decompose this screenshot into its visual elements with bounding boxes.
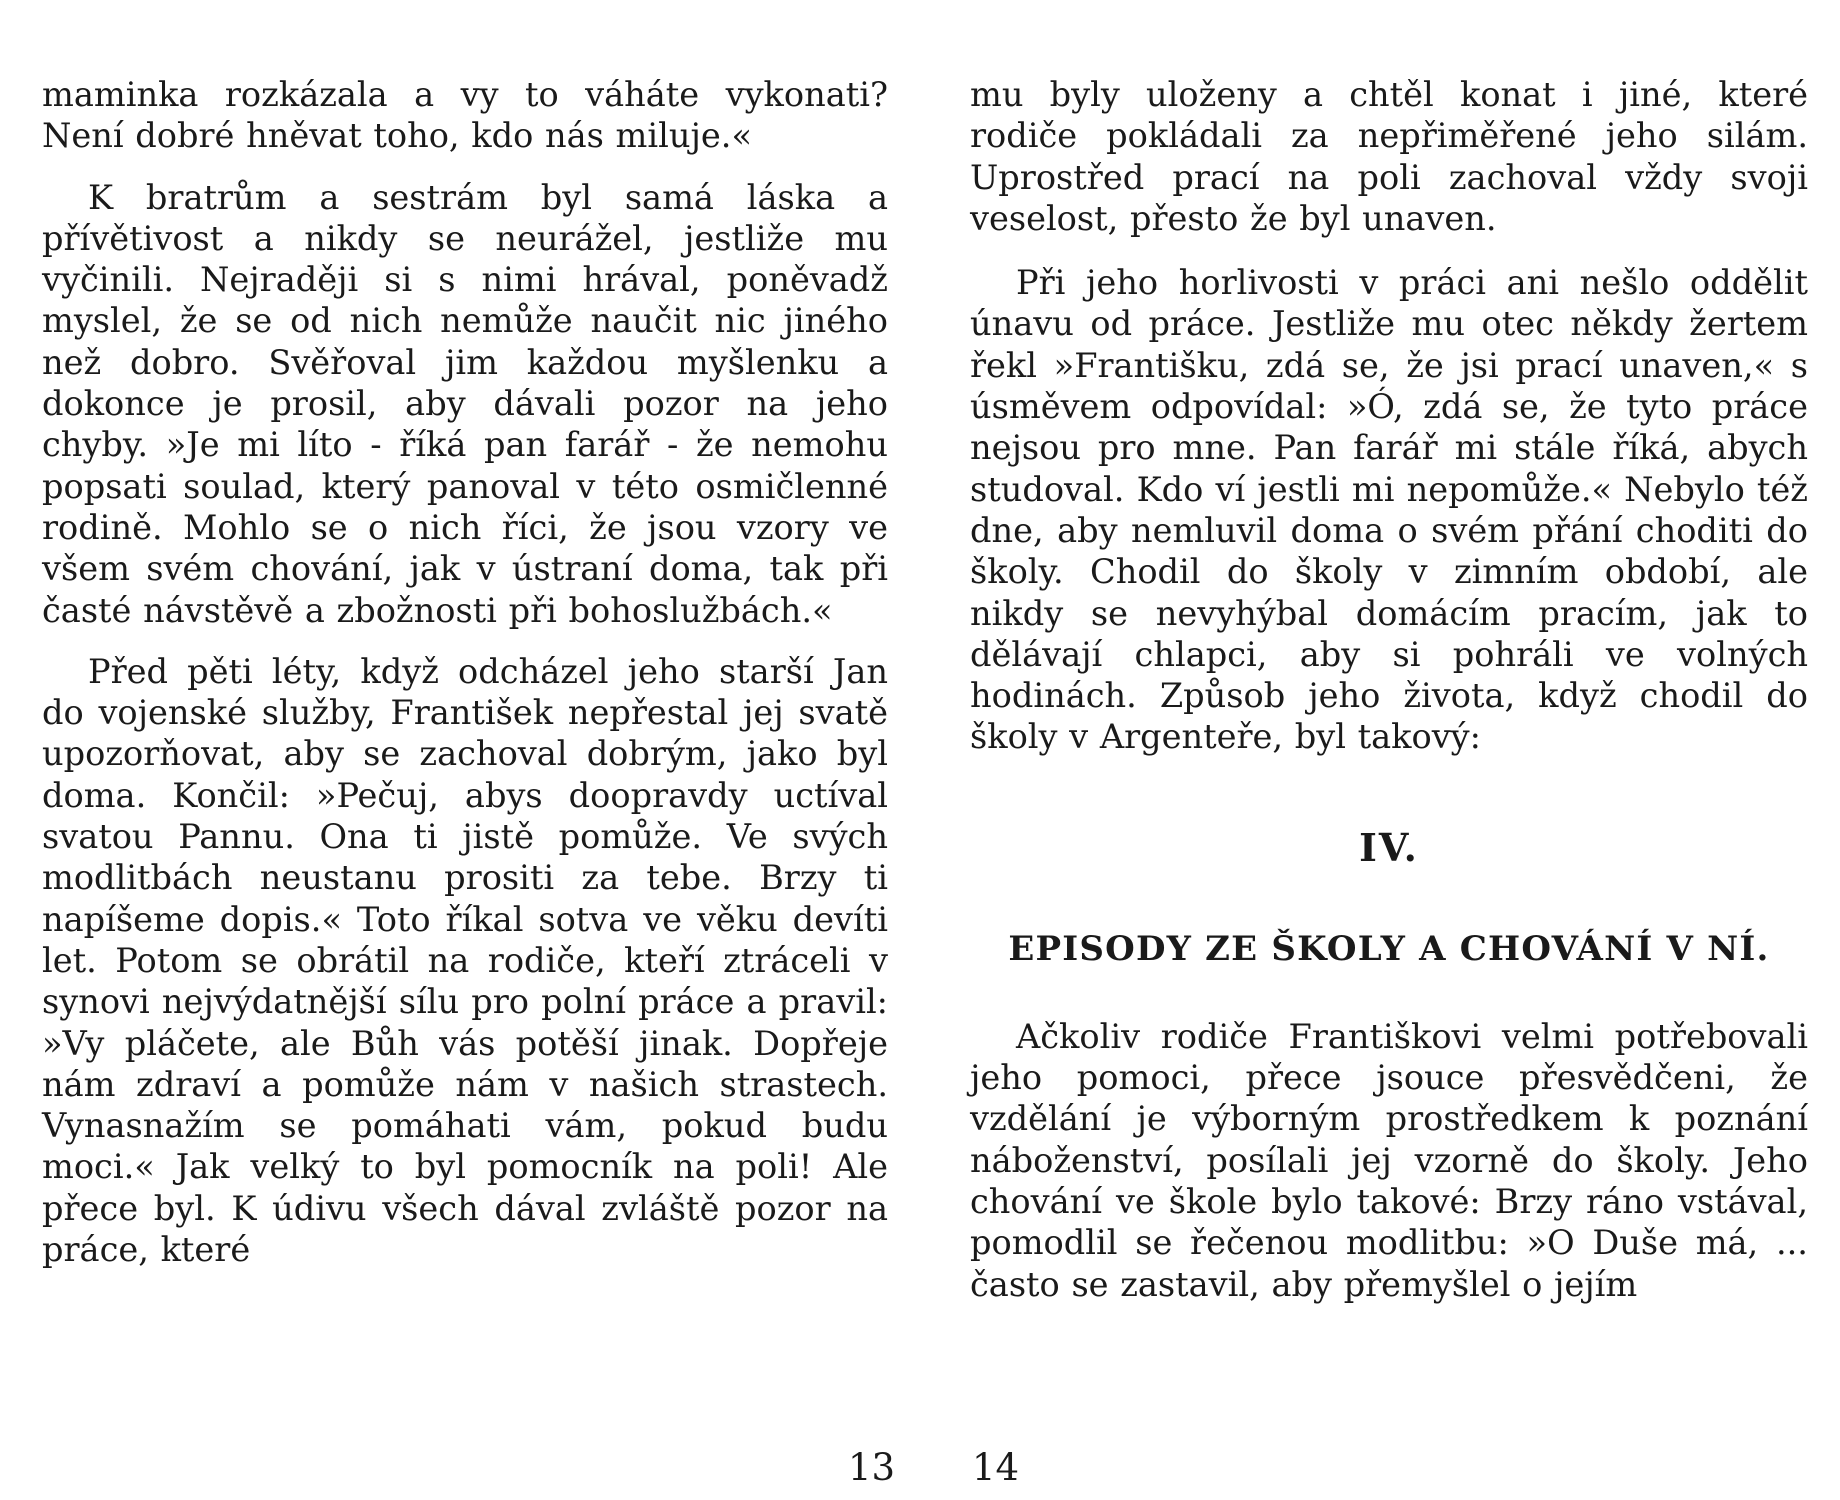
left-page [42,74,888,1404]
left-paragraph-3: Před pěti léty, když odcházel jeho starší Jan do vojenské služby, František nepřestal jej svatě upozorňovat, aby se zachoval dobrým, jako byl doma. Končil: »Pečuj, abys doopravdy uctíval svatou Pannu. Ona ti jistě pomůže. Ve svých modlitbách neustanu prositi za tebe. Brzy ti napíšeme dopis.« Toto říkal sotva ve věku devíti let. Potom se obrátil na rodiče, kteří ztráceli v synovi nejvýdatnější sílu pro polní práce a pravil: »Vy pláčete, ale Bůh vás potěší jinak. Dopřeje nám zdraví a pomůže nám v našich strastech. Vynasnažím se pomáhati vám, pokud budu moci.« Jak velký to byl pomocník na poli! Ale přece byl. K údivu všech dával zvláště pozor na práce, které [42,651,888,1270]
chapter-title: EPISODY ZE ŠKOLY A CHOVÁNÍ V NÍ. [1008,928,1770,969]
right-paragraph-1: mu byly uloženy a chtěl konat i jiné, které rodiče pokládali za nepřiměřené jeho silám. Uprostřed prací na poli zachoval vždy svoji veselost, přesto že byl unaven. [970,75,1808,238]
chapter-number: IV. [1359,824,1419,870]
right-paragraph-2: Při jeho horlivosti v práci ani nešlo oddělit únavu od práce. Jestliže mu otec někdy žertem řekl »Františku, zdá se, že jsi prací unaven,« s úsměvem odpovídal: »Ó, zdá se, že tyto práce nejsou pro mne. Pan farář mi stále říká, abych studoval. Kdo ví jestli mi nepomůže.« Nebylo též dne, aby nemluvil doma o svém přání choditi do školy. Chodil do školy v zimním období, ale nikdy se nevyhýbal domácím pracím, jak to dělávají chlapci, aby si pohráli ve volných hodinách. Způsob jeho života, když chodil do školy v Argenteře, byl takový: [970,263,1808,757]
left-paragraph-1: maminka rozkázala a vy to váháte vykonati? Není dobré hněvat toho, kdo nás miluje.« [42,75,888,156]
chapter-opening-paragraph: Ačkoliv rodiče Františkovi velmi potřebovali jeho pomoci, přece jsouce přesvědčeni, že vzdělání je výborným prostředkem k poznání náboženství, posílali jej vzorně do školy. Jeho chování ve škole bylo takové: Brzy ráno vstával, pomodlil se řečenou modlitbu: »O Duše má, ... často se zastavil, aby přemyšlel o jejím [970,1016,1808,1304]
page-number-right: 14 [972,1446,1020,1489]
left-paragraph-2: K bratrům a sestrám byl samá láska a přívětivost a nikdy se neurážel, jestliže mu vyčinili. Nejraději si s nimi hrával, poněvadž myslel, že se od nich nemůže naučit nic jiného než dobro. Svěřoval jim každou myšlenku a dokonce je prosil, aby dávali pozor na jeho chyby. »Je mi líto - říká pan farář - že nemohu popsati soulad, který panoval v této osmičlenné rodině. Mohlo se o nich říci, že jsou vzory ve všem svém chování, jak v ústraní doma, tak při časté návstěvě a zbožnosti při bohoslužbách.« [42,177,888,630]
right-page [970,74,1808,1404]
page-number-left: 13 [848,1446,896,1489]
